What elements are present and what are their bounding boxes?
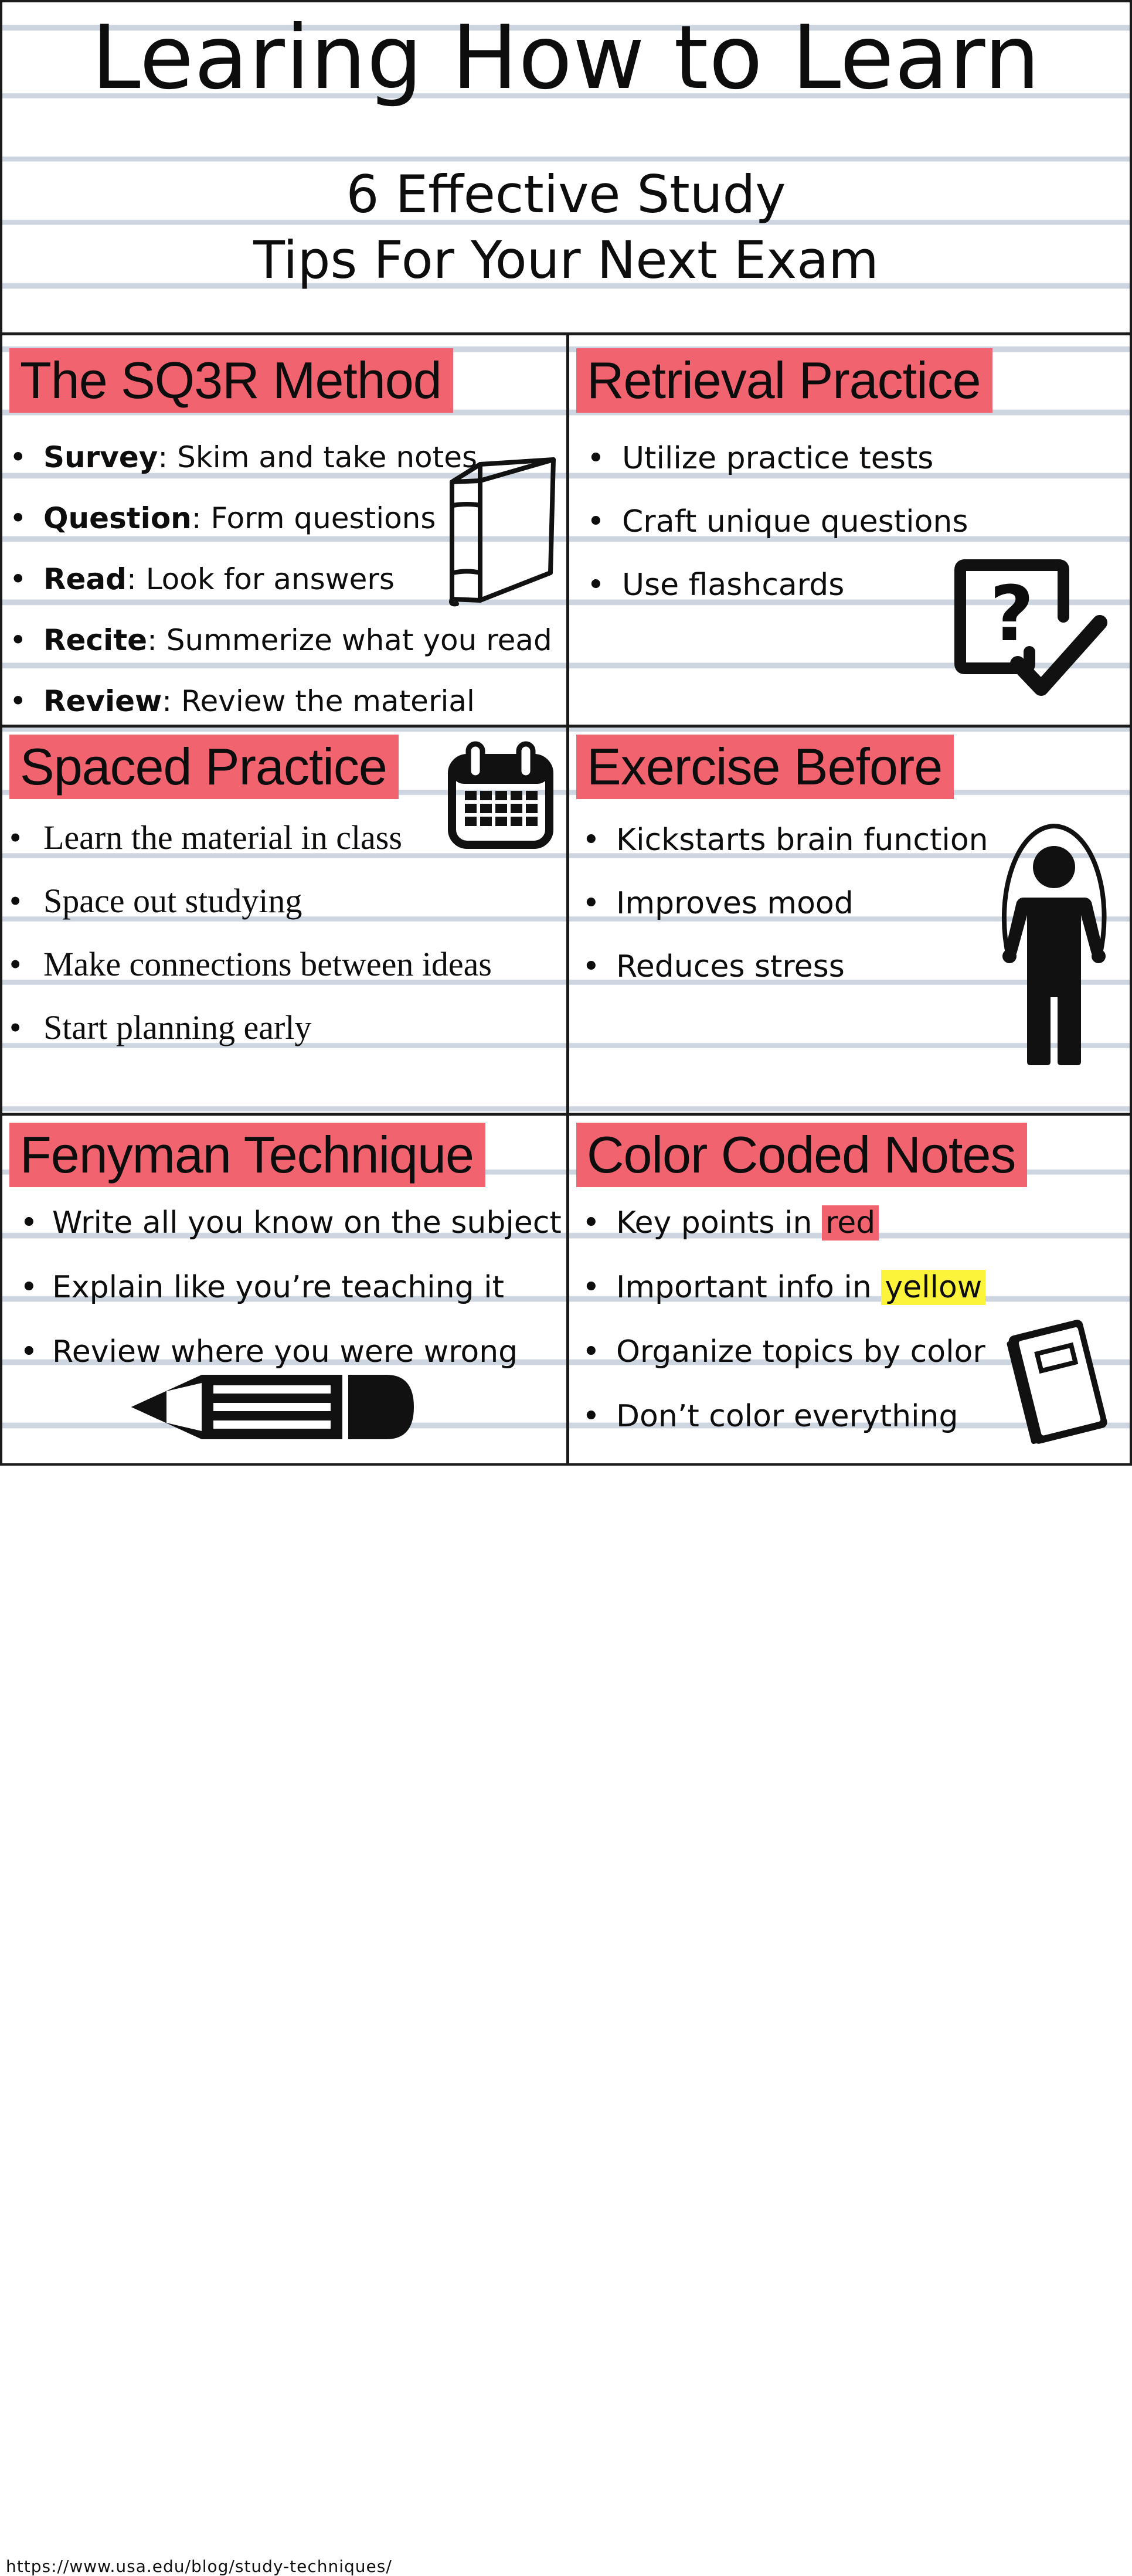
list-item: • Explain like you’re teaching it: [2, 1255, 562, 1320]
section-heading: The SQ3R Method: [9, 348, 453, 413]
list-item: • Kickstarts brain function: [569, 808, 988, 872]
section-heading: Retrieval Practice: [576, 348, 992, 413]
section-heading: Fenyman Technique: [9, 1123, 485, 1187]
item-text: Important info in: [616, 1270, 882, 1305]
section-feynman: [2, 1116, 566, 2576]
item-text: Don’t color everything: [616, 1399, 958, 1434]
item-term: Question: [43, 501, 192, 535]
list-item: [2, 671, 552, 732]
section-exercise: [569, 728, 1132, 1113]
section-spaced: [2, 728, 566, 1113]
subtitle-line-2: Tips For Your Next Exam: [253, 230, 879, 290]
item-text: : Look for answers: [126, 562, 395, 596]
retrieval-list: [569, 427, 968, 617]
list-item: [569, 1191, 985, 1255]
question-mark-glyph: ?: [990, 569, 1034, 658]
list-item: • Use flashcards: [569, 553, 968, 617]
list-item: • Utilize practice tests: [569, 427, 968, 490]
pencil-icon: [125, 1369, 419, 1445]
list-item: [569, 1255, 985, 1320]
book-icon: [445, 453, 562, 608]
section-retrieval: [569, 335, 1132, 725]
section-heading: Color Coded Notes: [576, 1123, 1027, 1187]
jump-rope-person-icon: [994, 821, 1114, 1068]
notebook-icon: [997, 1315, 1114, 1456]
list-item: [569, 1320, 985, 1384]
list-item: • Review where you were wrong: [2, 1320, 562, 1384]
highlight-yellow: yellow: [881, 1270, 985, 1305]
question-checkmark-icon: [953, 558, 1109, 699]
item-term: Recite: [43, 623, 148, 657]
list-item: • Learn the material in class: [2, 806, 492, 869]
color-list: [569, 1191, 985, 1449]
item-text: Organize topics by color: [616, 1334, 985, 1369]
exercise-list: [569, 808, 988, 998]
section-heading: Exercise Before: [576, 735, 954, 799]
spaced-list: [2, 806, 492, 1059]
item-text: : Form questions: [191, 501, 436, 535]
highlight-red: red: [822, 1205, 879, 1241]
item-text: : Review the material: [162, 684, 475, 718]
item-term: Review: [43, 684, 162, 718]
page-subtitle: [2, 162, 1130, 293]
page-title: Learing How to Learn: [91, 7, 1041, 109]
list-item: [569, 1384, 985, 1449]
list-item: • Make connections between ideas: [2, 933, 492, 996]
subtitle-line-1: 6 Effective Study: [346, 164, 786, 225]
list-item: • Reduces stress: [569, 935, 988, 998]
list-item: • Craft unique questions: [569, 490, 968, 553]
list-item: • Improves mood: [569, 872, 988, 935]
list-item: • Start planning early: [2, 996, 492, 1059]
section-sq3r: [2, 335, 566, 725]
item-term: Read: [43, 562, 127, 596]
item-text: Key points in: [616, 1205, 822, 1241]
feynman-list: [2, 1191, 562, 1384]
list-item: [2, 610, 552, 671]
calendar-icon: [445, 740, 556, 852]
section-color-coded: [569, 1116, 1132, 1466]
list-item: • Space out studying: [2, 869, 492, 933]
item-term: Survey: [43, 440, 158, 474]
item-text: : Summerize what you read: [147, 623, 552, 657]
section-heading: Spaced Practice: [9, 735, 399, 799]
source-url[interactable]: https://www.usa.edu/blog/study-techniques/: [6, 2557, 392, 2576]
item-text: : Skim and take notes: [158, 440, 478, 474]
list-item: • Write all you know on the subject: [2, 1191, 562, 1255]
